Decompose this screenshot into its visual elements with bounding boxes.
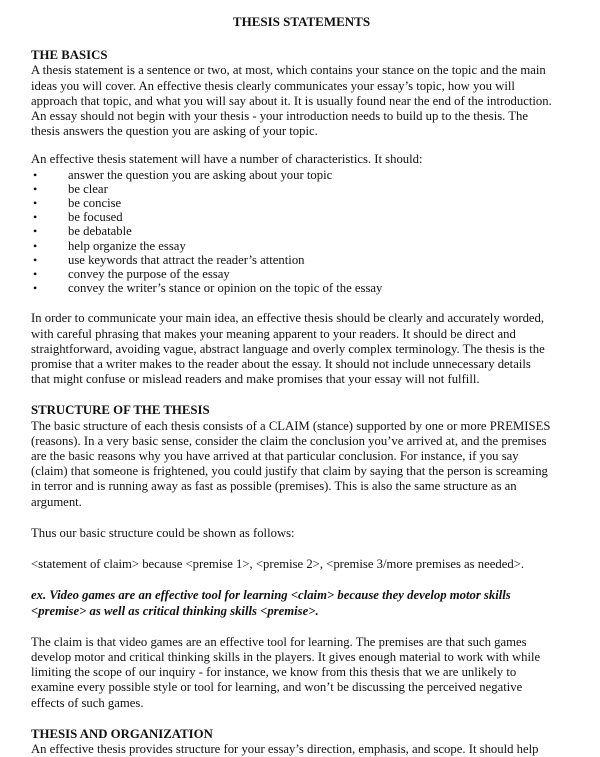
section-heading-organization: THESIS AND ORGANIZATION <box>31 726 213 741</box>
bullet-icon: • <box>33 196 38 211</box>
bullet-icon: • <box>33 267 38 282</box>
characteristics-intro: An effective thesis statement will have a number of characteristics. It should: <box>31 152 423 167</box>
list-item: • be clear <box>33 181 108 196</box>
text-line: develop motor and critical thinking skills in the players. It gives enough material to work with while <box>31 649 541 664</box>
text-line: In order to communicate your main idea, an effective thesis should be clearly and accurately worded, <box>31 311 545 326</box>
characteristics-list <box>31 168 572 296</box>
list-item: • convey the purpose of the essay <box>33 267 230 282</box>
basics-paragraph-2 <box>31 311 572 387</box>
bullet-icon: • <box>33 252 38 267</box>
structure-example <box>31 588 572 618</box>
text-line: (claim) that someone is frightened, you could justify that claim by saying that the person is screaming <box>31 464 548 479</box>
text-line: with careful phrasing that makes your meaning apparent to your readers. It should be direct and <box>31 326 516 341</box>
list-item: • answer the question you are asking about your topic <box>33 167 333 182</box>
text-line: (reasons). In a very basic sense, consider the claim the conclusion you’ve arrived at, and the premises <box>31 433 547 448</box>
text-line: examine every possible style or tool for learning, and won’t be discussing the perceived negative <box>31 680 523 695</box>
text-line: An effective thesis provides structure for your essay’s direction, emphasis, and scope. It should help <box>31 741 539 756</box>
organization-paragraph-1 <box>31 742 572 757</box>
bullet-icon: • <box>33 181 38 196</box>
list-item: • use keywords that attract the reader’s attention <box>33 252 305 267</box>
basics-paragraph-1 <box>31 63 572 139</box>
document-title: THESIS STATEMENTS <box>232 14 371 29</box>
structure-paragraph-1 <box>31 419 572 510</box>
text-line: The claim is that video games are an effective tool for learning. The premises are that such games <box>31 634 527 649</box>
text-line: effects of such games. <box>31 695 144 710</box>
text-line: straightforward, avoiding vague, abstract language and overly complex terminology. The thesis is the <box>31 341 545 356</box>
text-line: are the basic reasons why you have arrived at that particular conclusion. For instance, if you say <box>31 449 519 464</box>
structure-paragraph-2 <box>31 635 572 711</box>
structure-formula: <statement of claim> because <premise 1>, <premise 2>, <premise 3/more premises as needed>. <box>31 557 525 572</box>
list-item: • be concise <box>33 196 122 211</box>
list-item: • be debatable <box>33 224 132 239</box>
text-line: A thesis statement is a sentence or two, at most, which contains your stance on the topic and the main <box>31 63 546 78</box>
text-line: ex. Video games are an effective tool for learning <claim> because they develop motor skills <box>31 588 511 603</box>
bullet-icon: • <box>33 238 38 253</box>
structure-intro: Thus our basic structure could be shown as follows: <box>31 525 295 540</box>
list-item: • help organize the essay <box>33 238 186 253</box>
section-heading-structure: STRUCTURE OF THE THESIS <box>31 403 210 418</box>
text-line: that might confuse or mislead readers and make promises that your essay will not fulfill. <box>31 372 480 387</box>
text-line: <premise> as well as critical thinking skills <premise>. <box>31 603 319 618</box>
bullet-icon: • <box>33 167 38 182</box>
text-line: An essay should not begin with your thesis - your introduction needs to build up to the thesis. The <box>31 109 528 124</box>
text-line: promise that a writer makes to the reader about the essay. It should not include unnecessary details <box>31 357 531 372</box>
text-line: approach that topic, and what you will say about it. It is usually found near the end of the introduction. <box>31 93 552 108</box>
text-line: ideas you will cover. An effective thesis clearly communicates your essay’s topic, how you will <box>31 78 515 93</box>
bullet-icon: • <box>33 210 38 225</box>
text-line: limiting the scope of our inquiry - for instance, we know from this thesis that we are unlikely to <box>31 665 517 680</box>
text-line: argument. <box>31 494 82 509</box>
section-heading-basics: THE BASICS <box>31 48 108 63</box>
list-item: • be focused <box>33 210 123 225</box>
list-item: • convey the writer’s stance or opinion on the topic of the essay <box>33 281 383 296</box>
text-line: in terror and is running away as fast as possible (premises). This is also the same structure as an <box>31 479 517 494</box>
text-line: The basic structure of each thesis consists of a CLAIM (stance) supported by one or more PREMISES <box>31 418 551 433</box>
bullet-icon: • <box>33 281 38 296</box>
text-line: thesis answers the question you are asking of your topic. <box>31 124 318 139</box>
bullet-icon: • <box>33 224 38 239</box>
